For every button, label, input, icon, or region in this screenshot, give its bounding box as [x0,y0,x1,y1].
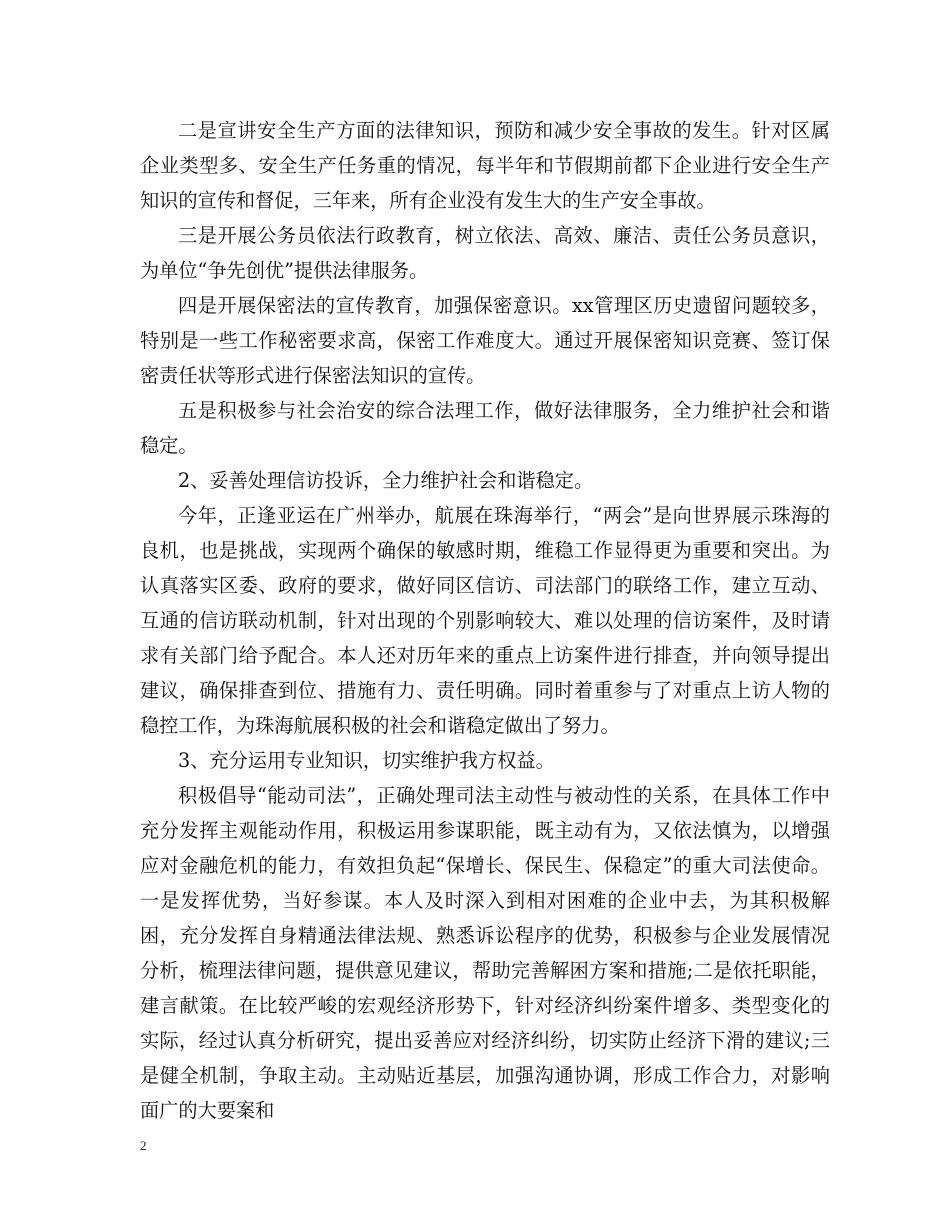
paragraph-6: 积极倡导“能动司法”，正确处理司法主动性与被动性的关系，在具体工作中充分发挥主观能动作用，积极运用参谋职能，既主动有为，又依法慎为，以增强应对金融危机的能力，有效担负起“保增长、保民生、保稳定”的重大司法使命。一是发挥优势，当好参谋。本人及时深入到相对困难的企业中去，为其积极解困，充分发挥自身精通法律法规、熟悉诉讼程序的优势，积极参与企业发展情况分析，梳理法律问题，提供意见建议，帮助完善解困方案和措施;二是依托职能，建言献策。在比较严峻的宏观经济形势下，针对经济纠纷案件增多、类型变化的实际，经过认真分析研究，提出妥善应对经济纠纷，切实防止经济下滑的建议;三是健全机制，争取主动。主动贴近基层，加强沟通协调，形成工作合力，对影响面广的大要案和 [140,784,830,1122]
paragraph-4: 五是积极参与社会治安的综合法理工作，做好法律服务，全力维护社会和谐稳定。 [140,399,830,457]
paragraph-2: 三是开展公务员依法行政教育，树立依法、高效、廉洁、责任公务员意识，为单位“争先创优”提供法律服务。 [140,224,830,282]
paragraph-3: 四是开展保密法的宣传教育，加强保密意识。xx管理区历史遗留问题较多，特别是一些工作秘密要求高，保密工作难度大。通过开展保密知识竞赛、签订保密责任状等形式进行保密法知识的宣传。 [140,294,830,387]
paragraph-1: 二是宣讲安全生产方面的法律知识，预防和减少安全事故的发生。针对区属企业类型多、安全生产任务重的情况，每半年和节假期前都下企业进行安全生产知识的宣传和督促，三年来，所有企业没有发生大的生产安全事故。 [140,119,830,212]
section-heading-2: 2、妥善处理信访投诉，全力维护社会和谐稳定。 [178,469,594,492]
section-heading-3: 3、充分运用专业知识，切实维护我方权益。 [178,749,555,772]
page-number: 2 [140,1138,147,1153]
document-body [140,113,830,1128]
paragraph-5: 今年，正逢亚运在广州举办，航展在珠海举行，“两会”是向世界展示珠海的良机，也是挑战，实现两个确保的敏感时期，维稳工作显得更为重要和突出。为认真落实区委、政府的要求，做好同区信访、司法部门的联络工作，建立互动、互通的信访联动机制，针对出现的个别影响较大、难以处理的信访案件，及时请求有关部门给予配合。本人还对历年来的重点上访案件进行排查，并向领导提出建议，确保排查到位、措施有力、责任明确。同时着重参与了对重点上访人物的稳控工作，为珠海航展积极的社会和谐稳定做出了努力。 [140,504,830,737]
